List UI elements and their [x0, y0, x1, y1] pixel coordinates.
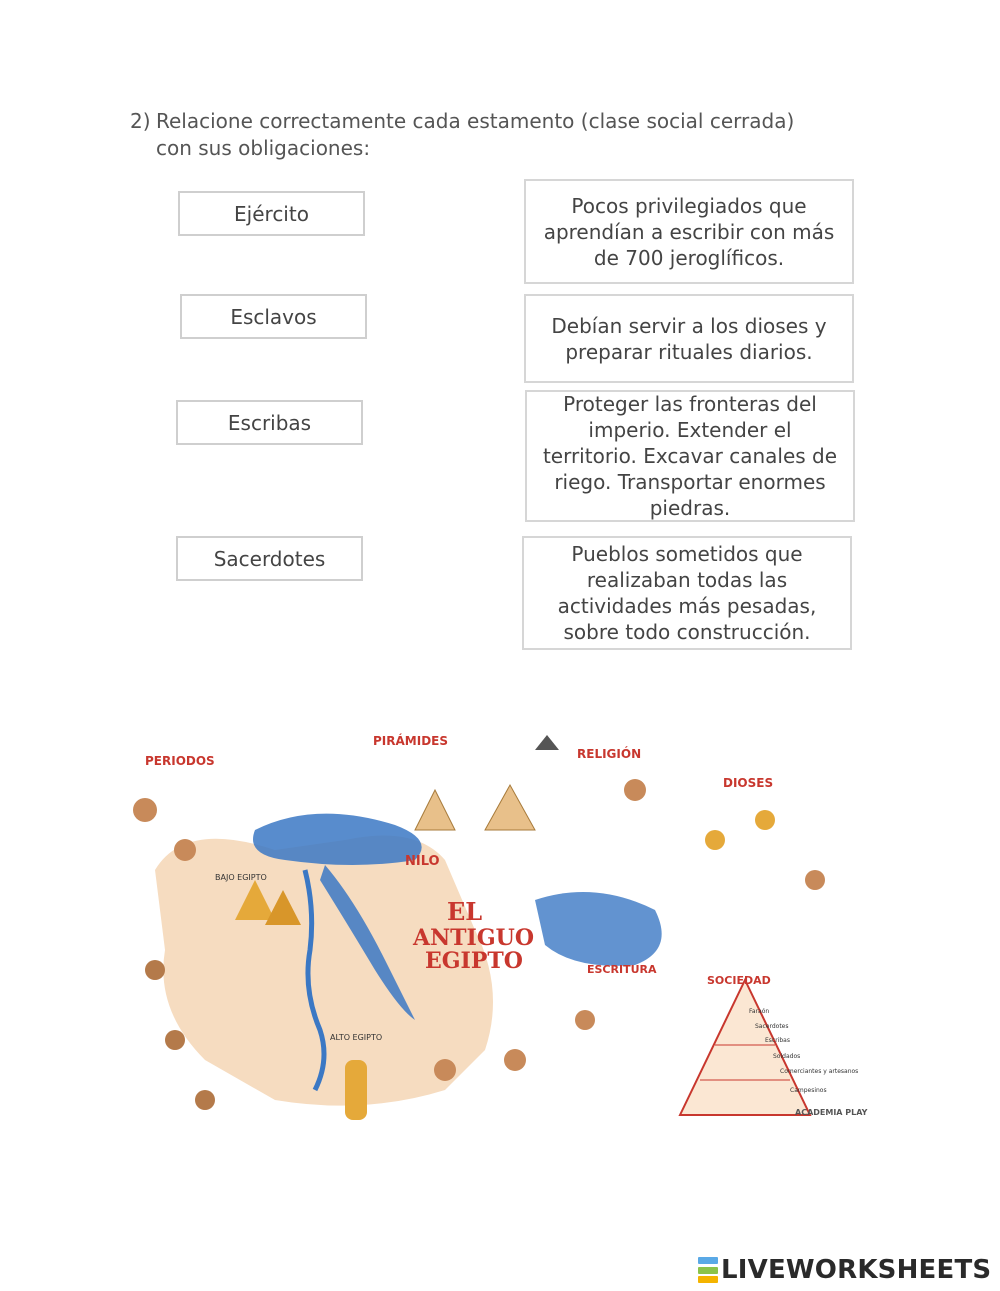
figure-icon	[624, 779, 646, 801]
match-left-label: Escribas	[227, 410, 312, 435]
section-piramides: PIRÁMIDES	[373, 734, 448, 748]
map-title-line2: ANTIGUO	[413, 925, 534, 951]
egypt-infographic-svg	[115, 730, 868, 1140]
society-level: Comerciantes y artesanos	[780, 1068, 859, 1075]
society-level: Faraón	[749, 1008, 770, 1015]
match-left-label: Esclavos	[230, 304, 317, 329]
liveworksheets-text: LIVEWORKSHEETS	[721, 1255, 992, 1285]
sarcophagus-icon	[345, 1060, 367, 1120]
map-title-line3: EGIPTO	[425, 948, 523, 974]
match-left-sacerdotes[interactable]	[176, 536, 363, 581]
match-left-label: Ejército	[234, 201, 309, 226]
figure-icon	[145, 960, 165, 980]
liveworksheets-logo	[698, 1255, 998, 1285]
figure-icon	[805, 870, 825, 890]
figure-icon	[195, 1090, 215, 1110]
match-left-esclavos[interactable]	[180, 294, 367, 339]
pyramid-icon	[535, 735, 559, 750]
figure-icon	[504, 1049, 526, 1071]
figure-icon	[434, 1059, 456, 1081]
section-dioses: DIOSES	[723, 776, 774, 790]
society-level: Escribas	[765, 1037, 790, 1044]
figure-icon	[705, 830, 725, 850]
match-left-label: Sacerdotes	[213, 546, 326, 571]
map-title-line1: EL	[447, 897, 483, 926]
mediterranean-sea	[253, 814, 422, 865]
society-pyramid	[680, 980, 810, 1115]
match-right-1[interactable]	[524, 179, 854, 284]
match-right-text: Proteger las fronteras del imperio. Extender el territorio. Excavar canales de riego. Transportar enormes piedras.	[542, 392, 838, 520]
society-level: Sacerdotes	[755, 1023, 789, 1030]
match-left-escribas[interactable]	[176, 400, 363, 445]
match-right-text: Debían servir a los dioses y preparar rituales diarios.	[551, 313, 827, 364]
match-right-text: Pueblos sometidos que realizaban todas las actividades más pesadas, sobre todo construcción.	[557, 542, 817, 644]
match-right-3[interactable]	[525, 390, 855, 522]
figure-icon	[133, 798, 157, 822]
match-right-2[interactable]	[524, 294, 854, 383]
section-periodos: PERIODOS	[145, 754, 215, 768]
pyramid-icon	[485, 785, 535, 830]
label-bajo-egipto: BAJO EGIPTO	[215, 873, 267, 882]
lake-area	[535, 892, 662, 966]
section-religion: RELIGIÓN	[577, 747, 642, 761]
question-text: Relacione correctamente cada estamento (clase social cerrada) con sus obligaciones:	[156, 109, 795, 160]
match-right-4[interactable]	[522, 536, 852, 650]
section-nilo: NILO	[405, 854, 440, 869]
academia-play-logo: ACADEMIA PLAY	[795, 1108, 868, 1117]
society-level: Soldados	[773, 1053, 801, 1060]
egypt-infographic	[115, 730, 868, 1140]
figure-icon	[755, 810, 775, 830]
section-sociedad: SOCIEDAD	[707, 974, 771, 987]
pyramid-icon	[415, 790, 455, 830]
figure-icon	[165, 1030, 185, 1050]
figure-icon	[174, 839, 196, 861]
match-left-ejercito[interactable]	[178, 191, 365, 236]
figure-icon	[575, 1010, 595, 1030]
society-level: Campesinos	[790, 1087, 827, 1094]
section-escritura: ESCRITURA	[587, 963, 657, 976]
liveworksheets-mark-icon	[698, 1257, 718, 1283]
label-alto-egipto: ALTO EGIPTO	[330, 1033, 383, 1042]
question-number: 2)	[130, 109, 151, 133]
match-right-text: Pocos privilegiados que aprendían a escribir con más de 700 jeroglíficos.	[543, 193, 835, 270]
